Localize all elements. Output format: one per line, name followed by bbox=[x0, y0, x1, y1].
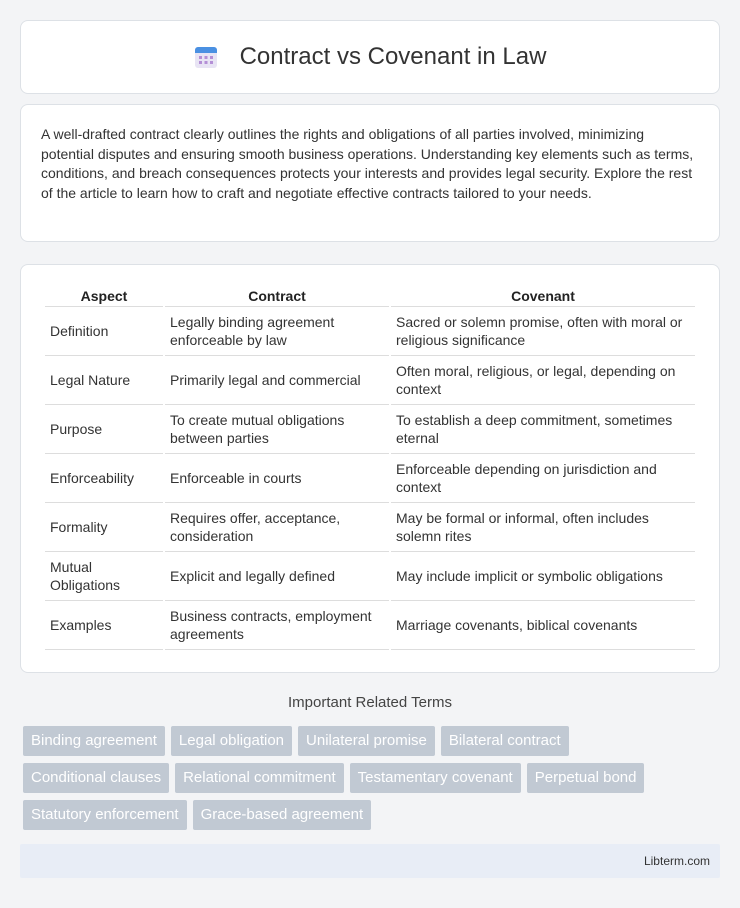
row-contract: Enforceable in courts bbox=[165, 454, 389, 503]
page-title: Contract vs Covenant in Law bbox=[239, 43, 547, 70]
row-covenant: To establish a deep commitment, sometimes eternal bbox=[391, 405, 695, 454]
header-card bbox=[20, 20, 720, 94]
header-covenant: Covenant bbox=[391, 285, 695, 307]
table-row bbox=[45, 552, 695, 601]
tag-bilateral-contract[interactable]: Bilateral contract bbox=[441, 726, 569, 756]
tag-binding-agreement[interactable]: Binding agreement bbox=[23, 726, 165, 756]
intro-text: A well-drafted contract clearly outlines the rights and obligations of all parties involved, minimizing potential disputes and ensuring smooth business operations. Understanding key elements such as terms, conditions, and breach consequences protects your interests and provides legal security. Explore the rest of the article to learn how to craft and negotiate effective contracts tailored to your needs. bbox=[41, 126, 694, 201]
row-contract: Primarily legal and commercial bbox=[165, 356, 389, 405]
row-aspect: Purpose bbox=[45, 405, 163, 454]
table-row bbox=[45, 405, 695, 454]
row-covenant: Sacred or solemn promise, often with moral or religious significance bbox=[391, 307, 695, 356]
row-aspect: Mutual Obligations bbox=[45, 552, 163, 601]
row-covenant: May include implicit or symbolic obligations bbox=[391, 552, 695, 601]
tag-perpetual-bond[interactable]: Perpetual bond bbox=[527, 763, 645, 793]
table-row bbox=[45, 503, 695, 552]
calendar-icon bbox=[194, 45, 218, 69]
table-header-row bbox=[45, 285, 695, 307]
row-contract: Legally binding agreement enforceable by law bbox=[165, 307, 389, 356]
related-terms-title: Important Related Terms bbox=[288, 694, 452, 711]
row-aspect: Enforceability bbox=[45, 454, 163, 503]
tag-unilateral-promise[interactable]: Unilateral promise bbox=[298, 726, 435, 756]
row-aspect: Definition bbox=[45, 307, 163, 356]
header-aspect: Aspect bbox=[45, 285, 163, 307]
table-row bbox=[45, 307, 695, 356]
row-contract: Requires offer, acceptance, consideration bbox=[165, 503, 389, 552]
table-row bbox=[45, 356, 695, 405]
table-row bbox=[45, 454, 695, 503]
footer bbox=[20, 844, 720, 878]
row-aspect: Examples bbox=[45, 601, 163, 650]
footer-brand-link[interactable]: Libterm.com bbox=[643, 854, 710, 868]
tag-relational-commitment[interactable]: Relational commitment bbox=[175, 763, 344, 793]
tag-conditional-clauses[interactable]: Conditional clauses bbox=[23, 763, 169, 793]
row-aspect: Legal Nature bbox=[45, 356, 163, 405]
related-terms-list bbox=[23, 726, 723, 837]
intro-card bbox=[20, 104, 720, 242]
row-aspect: Formality bbox=[45, 503, 163, 552]
row-covenant: May be formal or informal, often includes solemn rites bbox=[391, 503, 695, 552]
row-covenant: Marriage covenants, biblical covenants bbox=[391, 601, 695, 650]
comparison-table-card bbox=[20, 264, 720, 673]
row-covenant: Enforceable depending on jurisdiction and context bbox=[391, 454, 695, 503]
comparison-table bbox=[43, 285, 697, 650]
header-contract: Contract bbox=[165, 285, 389, 307]
tag-testamentary-covenant[interactable]: Testamentary covenant bbox=[350, 763, 521, 793]
tag-grace-based-agreement[interactable]: Grace-based agreement bbox=[193, 800, 372, 830]
tag-legal-obligation[interactable]: Legal obligation bbox=[171, 726, 292, 756]
tag-statutory-enforcement[interactable]: Statutory enforcement bbox=[23, 800, 187, 830]
row-contract: Business contracts, employment agreements bbox=[165, 601, 389, 650]
table-row bbox=[45, 601, 695, 650]
row-contract: Explicit and legally defined bbox=[165, 552, 389, 601]
row-covenant: Often moral, religious, or legal, depending on context bbox=[391, 356, 695, 405]
row-contract: To create mutual obligations between parties bbox=[165, 405, 389, 454]
